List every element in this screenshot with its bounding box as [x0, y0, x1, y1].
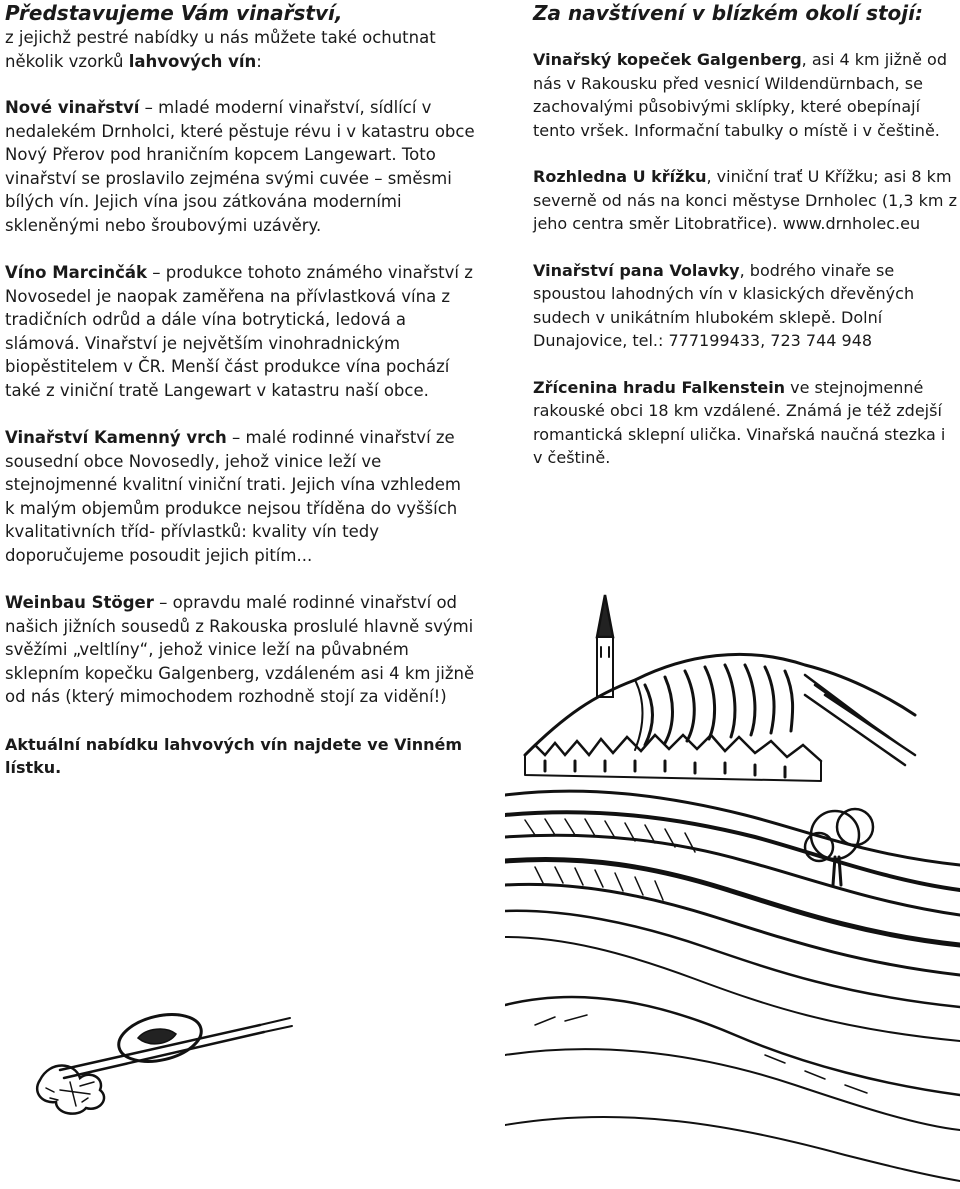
winery-text: – produkce tohoto známého vinařství z Novosedel je naopak zaměřena na přívlastková vína z tradičních odrůd a dále vína botrytická, ledová a slámová. Vinařství je největším vinohradnickým biopěstitelem v ČR. Menší část produkce vína pochází také z viniční tratě Langewart v katastru naší obce. [5, 263, 473, 400]
place-item [533, 48, 958, 142]
place-text: , viniční trať U Křížku; asi 8 km severně od nás na konci městyse Drnholec (1,3 km z jeho centra směr Litobratřice). www.drnholec.eu [533, 167, 957, 233]
place-item [533, 376, 958, 470]
intro-text: z jejichž pestré nabídky u nás můžete také ochutnat několik vzorků [5, 28, 436, 71]
winery-item [5, 96, 475, 237]
intro-paragraph [5, 26, 475, 73]
place-name: Rozhledna U křížku [533, 167, 707, 186]
intro-text-end: : [256, 51, 262, 71]
left-column [5, 0, 475, 780]
intro-bold: lahvových vín [128, 51, 257, 71]
right-heading: Za navštívení v blízkém okolí stojí: [533, 1, 923, 25]
right-column [533, 0, 958, 470]
place-item [533, 165, 958, 236]
place-text: , bodrého vinaře se spoustou lahodných vín v klasických dřevěných sudech v unikátním hlubokém sklepě. Dolní Dunajovice, tel.: 777199433, 723 744 948 [533, 260, 915, 350]
wine-list-note: Aktuální nabídku lahvových vín najdete ve Vinném lístku. [5, 734, 463, 777]
winery-text: – mladé moderní vinařství, sídlící v nedalekém Drnholci, které pěstuje révu i v katastru obce Nový Přerov pod hraničním kopcem Langewart. Toto vinařství se proslavilo zejména svými cuvée – směsmi bílých vín. Jejich vína jsou zátkována moderními skleněnými nebo šroubovými uzávěry. [5, 98, 475, 235]
winery-item [5, 591, 475, 709]
winery-name: Nové vinařství [5, 98, 140, 117]
vineyard-landscape-icon [505, 585, 960, 1189]
place-text: , asi 4 km jižně od nás v Rakousku před vesnicí Wildendürnbach, se zachovalými působivými sklípky, které obepínají tento vršek. Informační tabulky o místě i v češtině. [533, 50, 947, 140]
place-name: Zřícenina hradu Falkenstein [533, 377, 786, 397]
wine-thief-icon [20, 990, 300, 1120]
winery-item [5, 261, 475, 402]
place-item [533, 259, 958, 353]
left-heading: Představujeme Vám vinařství, [5, 1, 343, 25]
winery-text: – malé rodinné vinařství ze sousední obce Novosedly, jehož vinice leží ve stejnojmenné kvalitní viniční trati. Jejich vína vzhledem k malým objemům produkce nejsou tříděna do vyšších kvalitativních tříd- přívlastků: kvality vín tedy doporučujeme posoudit jejich pitím... [5, 428, 461, 565]
winery-name: Vinařství Kamenný vrch [5, 428, 227, 447]
place-name: Vinařství pana Volavky [533, 260, 740, 280]
place-text: ve stejnojmenné rakouské obci 18 km vzdálené. Známá je též zdejší romantická sklepní ulička. Vinařská naučná stezka i v češtině. [533, 377, 946, 467]
winery-name: Weinbau Stöger [5, 593, 154, 612]
winery-text: – opravdu malé rodinné vinařství od našich jižních sousedů z Rakouska proslulé hlavně svými svěžími „veltlíny“, jehož vinice leží na půvabném sklepním kopečku Galgenberg, vzdáleném asi 4 km jižně od nás (který mimochodem rozhodně stojí za vidění!) [5, 593, 475, 706]
winery-name: Víno Marcinčák [5, 263, 148, 282]
winery-item [5, 426, 475, 567]
place-name: Vinařský kopeček Galgenberg [533, 50, 802, 69]
